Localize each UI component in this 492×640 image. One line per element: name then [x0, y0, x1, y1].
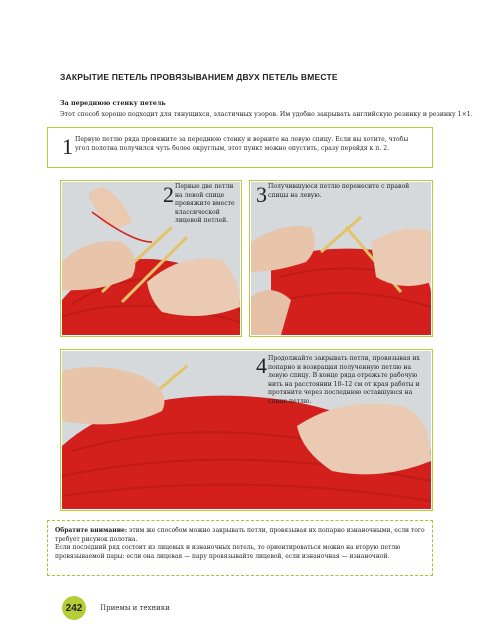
step-1-text: Первую петлю ряда провяжите за переднюю стенку и верните на левую спицу. Если вы хотите, чтобы угол полотна получился чуть более округлым, этот пункт можно опустить, сразу перейдя к п. 2. [75, 136, 409, 152]
note-paragraph-1 [55, 527, 425, 544]
note-bold-label: Обратите внимание: [55, 527, 128, 534]
note-text-2: Если последний ряд состоит из лицевых и изнаночных петель, то ориентироваться можно на вторую петлю провязываемой пары: если она лицевая — пару провязывайте лицевой, если изнаночная — изнаночной. [55, 544, 401, 560]
page-title: ЗАКРЫТИЕ ПЕТЕЛЬ ПРОВЯЗЫВАНИЕМ ДВУХ ПЕТЕЛЬ ВМЕСТЕ [60, 72, 338, 82]
step-3-photo [251, 182, 431, 335]
step-3-number: 3 [256, 182, 267, 207]
footer-section-label: Приемы и техники [100, 604, 170, 612]
step-1-number: 1 [62, 134, 73, 159]
knitting-photo-3 [251, 182, 431, 335]
page-number: 242 [65, 602, 83, 614]
step-2-text: Первые две петли на левой спице провяжите вместе классической лицевой петлей. [175, 183, 235, 225]
page-number-badge [62, 596, 86, 620]
section-subhead: За переднюю стенку петель [60, 99, 166, 107]
step-3-text: Получившуюся петлю перенесите с правой спицы на левую. [268, 183, 410, 199]
step-2-number: 2 [163, 182, 174, 207]
note-text-1: этим же способом можно закрывать петли, провязывая их попарно изнаночными, если того требует рисунок полотна. [55, 527, 425, 543]
step-4-text: Продолжайте закрывать петли, провязывая их попарно и возвращая полученную петлю на левую спицу. В конце ряда отрежьте рабочую нить на расстоянии 10–12 см от края работы и протяните через последнюю оставшуюся на спице петлю. [268, 355, 420, 405]
step-4-number: 4 [256, 353, 267, 378]
intro-text: Этот способ хорошо подходит для тянущихся, эластичных узоров. Им удобно закрывать английскую резинку и резинку 1×1. [60, 111, 473, 118]
note-text [55, 527, 425, 561]
